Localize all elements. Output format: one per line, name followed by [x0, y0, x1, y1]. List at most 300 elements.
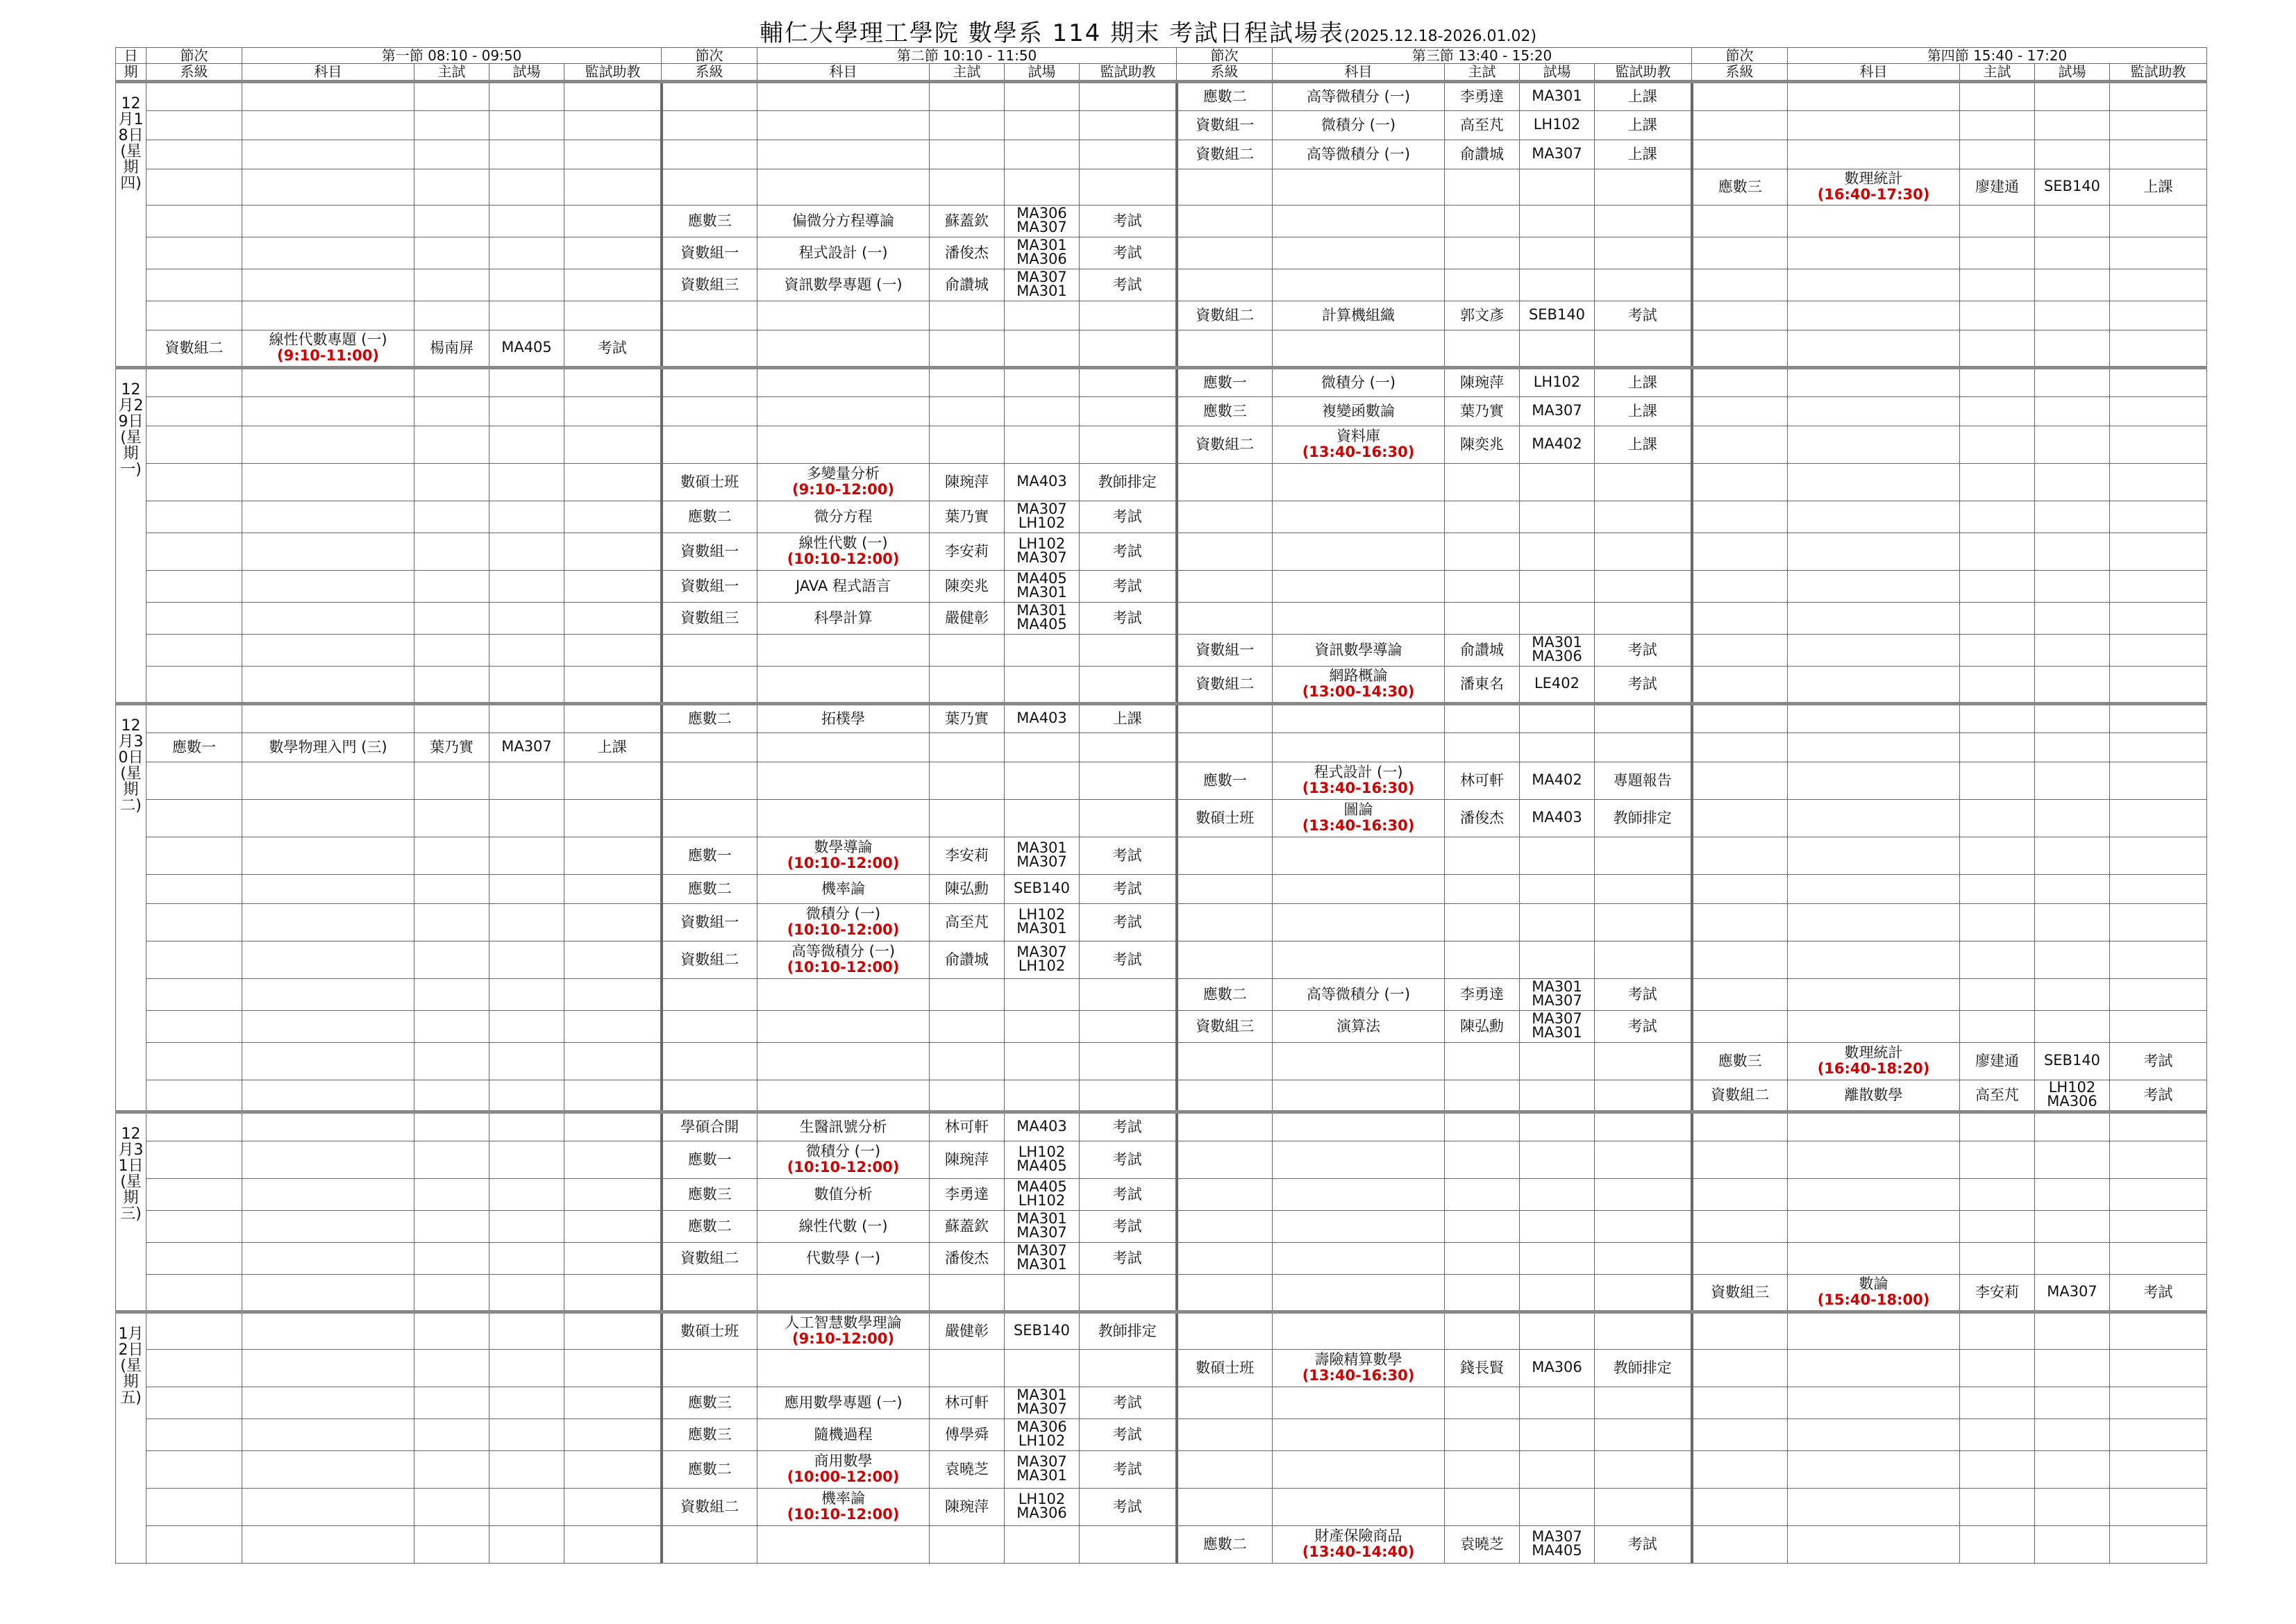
subject-name: 高等微積分 (一) [1306, 145, 1411, 162]
room-code: MA403 [1532, 809, 1582, 826]
examiner-cell [414, 396, 489, 426]
class-cell [146, 169, 242, 205]
examiner-cell: 潘東名 [1445, 666, 1520, 703]
proctor-cell [564, 205, 662, 237]
class-cell [1692, 1210, 1788, 1242]
room-code: MA307 [1532, 992, 1582, 1010]
room-cell [489, 1387, 564, 1418]
examiner-cell: 俞讚城 [930, 269, 1005, 301]
examiner-cell [1960, 1312, 2035, 1349]
room-cell [489, 110, 564, 140]
room-cell [2035, 666, 2110, 703]
class-cell [1177, 205, 1273, 237]
examiner-cell [1445, 570, 1520, 602]
proctor-cell [1595, 533, 1692, 570]
room-code: LH102 [2048, 1080, 2096, 1096]
room-cell [489, 602, 564, 634]
class-cell [662, 799, 757, 837]
schedule-row [116, 1450, 2207, 1488]
exam-time: (10:10-12:00) [787, 551, 900, 568]
subject-cell [1788, 733, 1960, 762]
subject-cell [1273, 367, 1445, 396]
examiner-cell [1960, 1141, 2035, 1178]
class-cell: 應數一 [146, 733, 242, 762]
examiner-cell [930, 301, 1005, 330]
schedule-body [116, 81, 2207, 1563]
subject-name: 代數學 (一) [805, 1249, 881, 1266]
examiner-cell [930, 169, 1005, 205]
examiner-cell: 楊南屏 [414, 330, 489, 367]
subject-name: 圖論 [1343, 801, 1373, 818]
subject-cell [757, 367, 930, 396]
proctor-cell [2110, 81, 2207, 110]
room-code: MA405 [1532, 1542, 1582, 1559]
room-cell [1005, 1141, 1080, 1178]
proctor-cell [1595, 837, 1692, 874]
proctor-cell [2110, 733, 2207, 762]
class-cell: 資數組一 [1177, 634, 1273, 666]
examiner-cell [930, 140, 1005, 169]
subject-cell [1788, 501, 1960, 533]
proctor-cell: 考試 [1080, 533, 1177, 570]
class-cell [146, 941, 242, 978]
subject-cell [1273, 874, 1445, 903]
header-room-col: 試場 [1005, 64, 1080, 81]
examiner-cell [1445, 1418, 1520, 1450]
examiner-cell [1960, 1210, 2035, 1242]
examiner-cell [930, 666, 1005, 703]
subject-name: 演算法 [1336, 1017, 1380, 1035]
proctor-cell [564, 1387, 662, 1418]
room-cell [489, 874, 564, 903]
room-cell [489, 1042, 564, 1080]
examiner-cell [414, 762, 489, 799]
class-cell [146, 799, 242, 837]
examiner-cell [1445, 874, 1520, 903]
class-cell [662, 396, 757, 426]
examiner-cell [414, 1312, 489, 1349]
proctor-cell: 考試 [1080, 1450, 1177, 1488]
subject-cell [1788, 1042, 1960, 1080]
proctor-cell [1595, 1488, 1692, 1525]
examiner-cell: 陳琬萍 [1445, 367, 1520, 396]
subject-cell [1788, 367, 1960, 396]
proctor-cell: 考試 [2110, 1042, 2207, 1080]
room-code: LH102 [1018, 1144, 1066, 1161]
room-cell [1520, 1312, 1595, 1349]
examiner-cell [1960, 1450, 2035, 1488]
room-cell [1005, 533, 1080, 570]
proctor-cell [1080, 396, 1177, 426]
exam-time: (10:10-12:00) [787, 1506, 900, 1523]
header-room-col: 試場 [489, 64, 564, 81]
class-cell [1177, 1178, 1273, 1210]
subject-cell [757, 941, 930, 978]
room-cell [1005, 1349, 1080, 1387]
proctor-cell [1595, 463, 1692, 501]
subject-cell [242, 1242, 414, 1274]
room-cell [1520, 330, 1595, 367]
proctor-cell [2110, 426, 2207, 463]
subject-name: 數理統計 [1844, 169, 1903, 187]
room-cell [1005, 140, 1080, 169]
proctor-cell [2110, 1210, 2207, 1242]
subject-name: 商用數學 [814, 1452, 873, 1469]
subject-cell [757, 1488, 930, 1525]
subject-cell [1273, 1312, 1445, 1349]
proctor-cell [564, 1488, 662, 1525]
header-proctor-col: 監試助教 [564, 64, 662, 81]
class-cell: 應數三 [662, 205, 757, 237]
schedule-row [116, 1349, 2207, 1387]
class-cell [662, 330, 757, 367]
class-cell: 資數組三 [1177, 1010, 1273, 1042]
examiner-cell [1960, 941, 2035, 978]
subject-cell [242, 367, 414, 396]
room-cell [489, 1210, 564, 1242]
subject-cell [1788, 169, 1960, 205]
class-cell [1692, 1349, 1788, 1387]
room-cell [489, 903, 564, 941]
subject-name: 偏微分方程導論 [792, 212, 894, 229]
room-cell [2035, 1112, 2110, 1141]
subject-cell [1788, 570, 1960, 602]
class-cell [146, 1450, 242, 1488]
class-cell [1177, 1312, 1273, 1349]
subject-cell [242, 903, 414, 941]
proctor-cell: 上課 [1080, 703, 1177, 733]
exam-time: (13:40-14:40) [1302, 1543, 1415, 1561]
class-cell [662, 762, 757, 799]
examiner-cell [1445, 1450, 1520, 1488]
room-cell [489, 396, 564, 426]
subject-name: JAVA 程式語言 [796, 577, 891, 594]
room-cell [489, 169, 564, 205]
room-cell [1005, 1387, 1080, 1418]
proctor-cell [1080, 978, 1177, 1010]
subject-cell [242, 1112, 414, 1141]
class-cell [1692, 1010, 1788, 1042]
examiner-cell [414, 570, 489, 602]
subject-cell [1273, 703, 1445, 733]
room-cell [1520, 1141, 1595, 1178]
class-cell: 資數組二 [1177, 666, 1273, 703]
subject-cell [1273, 941, 1445, 978]
examiner-cell: 蘇蓋欽 [930, 205, 1005, 237]
examiner-cell [1960, 1387, 2035, 1418]
examiner-cell: 李勇達 [930, 1178, 1005, 1210]
proctor-cell [1595, 602, 1692, 634]
room-cell [1520, 1178, 1595, 1210]
room-cell [2035, 1418, 2110, 1450]
subject-cell [1273, 634, 1445, 666]
class-cell [146, 81, 242, 110]
header-room-col: 試場 [1520, 64, 1595, 81]
examiner-cell [1960, 330, 2035, 367]
class-cell [1692, 1312, 1788, 1349]
examiner-cell [1960, 1178, 2035, 1210]
class-cell [146, 301, 242, 330]
examiner-cell [414, 205, 489, 237]
subject-cell [1788, 269, 1960, 301]
proctor-cell [2110, 301, 2207, 330]
subject-cell [757, 1387, 930, 1418]
subject-cell [242, 1488, 414, 1525]
class-cell [146, 1387, 242, 1418]
class-cell [146, 1080, 242, 1112]
room-code: MA307 [1016, 1224, 1067, 1241]
room-code: MA301 [1016, 237, 1067, 254]
examiner-cell [1445, 733, 1520, 762]
examiner-cell [1960, 703, 2035, 733]
room-cell [2035, 1178, 2110, 1210]
examiner-cell: 潘俊杰 [1445, 799, 1520, 837]
examiner-cell: 陳弘勳 [930, 874, 1005, 903]
proctor-cell [2110, 269, 2207, 301]
header-proctor-col: 監試助教 [1595, 64, 1692, 81]
subject-cell [1273, 1112, 1445, 1141]
subject-cell [757, 169, 930, 205]
class-cell [1692, 874, 1788, 903]
proctor-cell: 考試 [1080, 941, 1177, 978]
room-cell [1005, 1010, 1080, 1042]
class-cell [146, 570, 242, 602]
class-cell [1692, 81, 1788, 110]
subject-cell [242, 426, 414, 463]
room-cell [1520, 396, 1595, 426]
room-cell [489, 501, 564, 533]
examiner-cell: 廖建通 [1960, 1042, 2035, 1080]
room-cell [1520, 634, 1595, 666]
subject-cell [242, 81, 414, 110]
room-cell [1005, 1274, 1080, 1312]
subject-name: 程式設計 (一) [798, 244, 888, 261]
examiner-cell [1960, 1242, 2035, 1274]
room-cell [489, 762, 564, 799]
class-cell [662, 1525, 757, 1563]
examiner-cell [414, 533, 489, 570]
examiner-cell [1960, 733, 2035, 762]
room-cell [2035, 978, 2110, 1010]
subject-name: 資料庫 [1336, 427, 1380, 444]
proctor-cell: 教師排定 [1080, 463, 1177, 501]
class-cell: 資數組二 [662, 1242, 757, 1274]
proctor-cell: 上課 [1595, 81, 1692, 110]
subject-cell [1273, 1450, 1445, 1488]
room-cell [2035, 81, 2110, 110]
subject-cell [242, 1349, 414, 1387]
room-cell [1520, 837, 1595, 874]
subject-cell [242, 1141, 414, 1178]
subject-cell [242, 1010, 414, 1042]
subject-cell [1788, 396, 1960, 426]
room-cell [489, 533, 564, 570]
class-cell [1177, 237, 1273, 269]
header-class-col: 系級 [662, 64, 757, 81]
subject-cell [757, 903, 930, 941]
examiner-cell [414, 874, 489, 903]
class-cell [146, 1210, 242, 1242]
examiner-cell [414, 634, 489, 666]
proctor-cell [564, 1080, 662, 1112]
examiner-cell [1960, 837, 2035, 874]
room-code: MA307 [1532, 1528, 1582, 1546]
proctor-cell [564, 1210, 662, 1242]
proctor-cell: 考試 [1080, 1141, 1177, 1178]
proctor-cell [2110, 1525, 2207, 1563]
examiner-cell [930, 634, 1005, 666]
subject-name: 應用數學專題 (一) [784, 1393, 903, 1411]
date-cell: 12月30日(星期二) [116, 703, 146, 1112]
proctor-cell: 考試 [1080, 570, 1177, 602]
subject-name: 複變函數論 [1322, 402, 1395, 419]
room-cell [489, 330, 564, 367]
class-cell [146, 1112, 242, 1141]
class-cell [1692, 301, 1788, 330]
proctor-cell [2110, 1010, 2207, 1042]
room-code: LH102 [1018, 1491, 1066, 1508]
subject-cell [242, 269, 414, 301]
room-code: MA301 [1016, 584, 1067, 601]
proctor-cell [1595, 1042, 1692, 1080]
examiner-cell [1960, 301, 2035, 330]
class-cell [1177, 1450, 1273, 1488]
subject-cell [757, 1349, 930, 1387]
proctor-cell [1595, 205, 1692, 237]
room-cell [1520, 426, 1595, 463]
examiner-cell [930, 110, 1005, 140]
class-cell: 應數二 [662, 1210, 757, 1242]
class-cell [662, 1349, 757, 1387]
examiner-cell [414, 169, 489, 205]
proctor-cell [2110, 501, 2207, 533]
room-cell [1520, 237, 1595, 269]
examiner-cell [1960, 602, 2035, 634]
proctor-cell [1595, 1418, 1692, 1450]
room-cell [489, 301, 564, 330]
exam-time: (16:40-18:20) [1817, 1060, 1930, 1078]
proctor-cell [2110, 837, 2207, 874]
subject-cell [1788, 703, 1960, 733]
exam-time: (9:10-11:00) [277, 347, 379, 365]
room-code: MA307 [1016, 853, 1067, 871]
class-cell [146, 762, 242, 799]
class-cell [1692, 1141, 1788, 1178]
subject-name: 生醫訊號分析 [799, 1118, 887, 1135]
class-cell: 數碩士班 [662, 463, 757, 501]
subject-cell [1788, 978, 1960, 1010]
subject-cell [242, 330, 414, 367]
header-subject-col: 科目 [1788, 64, 1960, 81]
subject-cell [757, 602, 930, 634]
examiner-cell [1445, 703, 1520, 733]
exam-time: (15:40-18:00) [1817, 1291, 1930, 1309]
subject-cell [757, 81, 930, 110]
subject-cell [1788, 1112, 1960, 1141]
proctor-cell [1080, 1525, 1177, 1563]
room-code: MA301 [1016, 1210, 1067, 1228]
examiner-cell [414, 703, 489, 733]
subject-cell [242, 837, 414, 874]
room-cell [1005, 978, 1080, 1010]
class-cell: 資數組一 [662, 237, 757, 269]
room-code: MA306 [1532, 648, 1582, 665]
class-cell [662, 140, 757, 169]
class-cell [662, 1042, 757, 1080]
subject-cell [242, 762, 414, 799]
room-cell [489, 463, 564, 501]
examiner-cell [414, 269, 489, 301]
subject-cell [1273, 396, 1445, 426]
room-cell [1005, 1450, 1080, 1488]
examiner-cell [1445, 237, 1520, 269]
proctor-cell: 考試 [1080, 1242, 1177, 1274]
subject-name: 高等微積分 (一) [791, 942, 896, 960]
schedule-row [116, 733, 2207, 762]
examiner-cell: 陳琬萍 [930, 463, 1005, 501]
class-cell [1692, 110, 1788, 140]
subject-cell [1273, 140, 1445, 169]
subject-cell [757, 703, 930, 733]
proctor-cell [564, 533, 662, 570]
schedule-row [116, 140, 2207, 169]
subject-cell [1273, 1349, 1445, 1387]
subject-cell [242, 733, 414, 762]
examiner-cell [414, 501, 489, 533]
room-code: MA301 [1016, 1467, 1067, 1484]
room-cell [1520, 533, 1595, 570]
subject-name: 微積分 (一) [1321, 374, 1396, 391]
subject-cell [1788, 330, 1960, 367]
exam-time: (13:40-16:30) [1302, 780, 1415, 797]
examiner-cell: 俞讚城 [930, 941, 1005, 978]
proctor-cell [564, 1525, 662, 1563]
schedule-row [116, 978, 2207, 1010]
room-cell [1520, 1042, 1595, 1080]
room-cell [489, 799, 564, 837]
subject-cell [1788, 799, 1960, 837]
subject-cell [757, 1525, 930, 1563]
subject-cell [757, 666, 930, 703]
schedule-row [116, 762, 2207, 799]
room-code: MA403 [1016, 710, 1067, 727]
class-cell [1177, 1242, 1273, 1274]
room-cell [1520, 81, 1595, 110]
proctor-cell: 考試 [1595, 666, 1692, 703]
subject-cell [1273, 903, 1445, 941]
subject-name: 網路概論 [1329, 667, 1388, 684]
room-code: LH102 [1018, 514, 1066, 532]
room-cell [2035, 733, 2110, 762]
proctor-cell: 考試 [1595, 634, 1692, 666]
subject-cell [1788, 1141, 1960, 1178]
examiner-cell [414, 1274, 489, 1312]
class-cell [1692, 978, 1788, 1010]
schedule-row [116, 1387, 2207, 1418]
proctor-cell [564, 874, 662, 903]
room-cell [1520, 1450, 1595, 1488]
class-cell: 應數二 [662, 1450, 757, 1488]
subject-cell [1788, 1418, 1960, 1450]
proctor-cell [2110, 533, 2207, 570]
subject-name: 壽險精算數學 [1314, 1350, 1402, 1368]
subject-cell [757, 634, 930, 666]
room-cell [2035, 367, 2110, 396]
proctor-cell [1595, 1312, 1692, 1349]
proctor-cell [564, 1418, 662, 1450]
examiner-cell [1960, 903, 2035, 941]
schedule-row [116, 666, 2207, 703]
